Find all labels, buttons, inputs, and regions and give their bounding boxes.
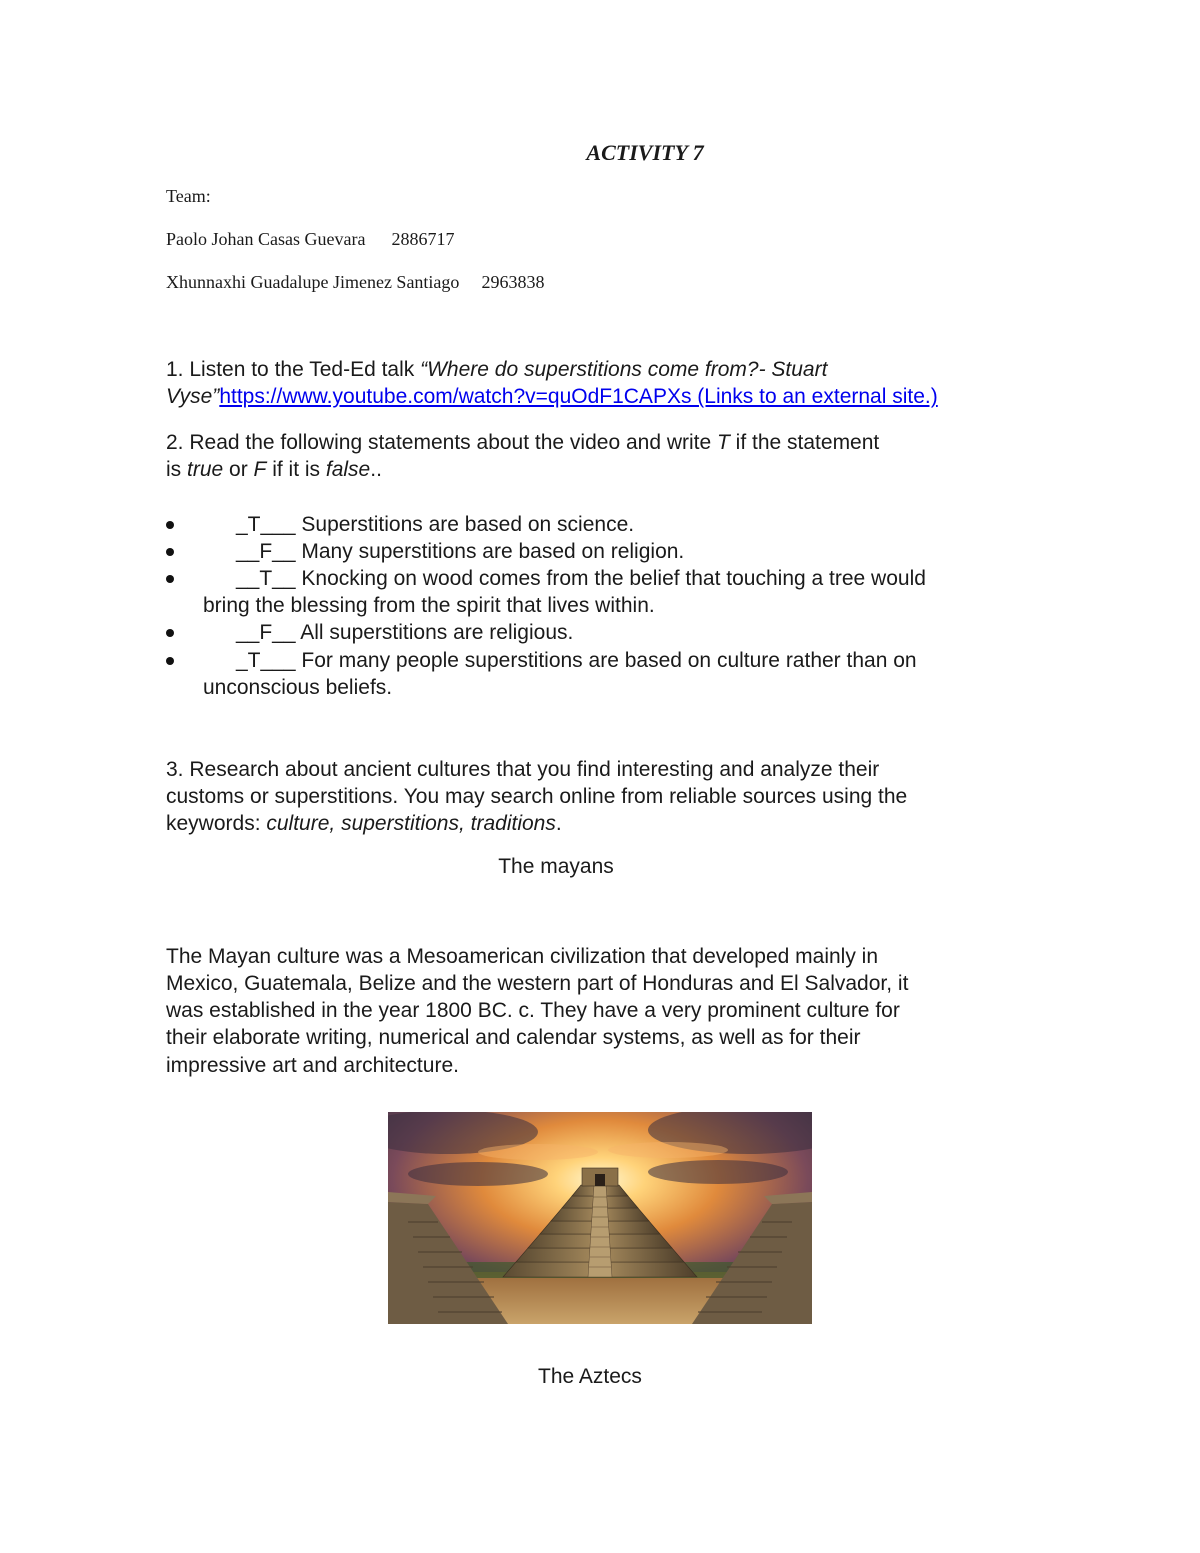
mayan-pyramid-image: [388, 1112, 812, 1324]
team-label: Team:: [166, 186, 211, 206]
question-3-line1: 3. Research about ancient cultures that you find interesting and analyze their: [166, 758, 880, 781]
mayans-text-line: Mexico, Guatemala, Belize and the western part of Honduras and El Salvador, it: [166, 972, 909, 995]
team-member-2: [166, 272, 544, 293]
team-member-1: [166, 229, 454, 250]
member-name: Paolo Johan Casas Guevara: [166, 229, 366, 249]
page-title: ACTIVITY 7: [586, 140, 704, 165]
mayans-heading: The mayans: [498, 855, 614, 878]
member-name: Xhunnaxhi Guadalupe Jimenez Santiago: [166, 272, 460, 292]
bullet-icon: [166, 629, 174, 637]
question-2-line1: 2. Read the following statements about the video and write T if the statement: [166, 431, 880, 454]
talk-title-end: Vyse”: [166, 385, 220, 408]
aztecs-heading: The Aztecs: [538, 1365, 642, 1388]
mayans-text-line: their elaborate writing, numerical and calendar systems, as well as for their: [166, 1026, 861, 1049]
question-3-line3: keywords: culture, superstitions, traditions.: [166, 812, 562, 835]
question-1-line1: [166, 356, 827, 383]
mayans-text-line: was established in the year 1800 BC. c. They have a very prominent culture for: [166, 999, 900, 1022]
bullet-icon: [166, 521, 174, 529]
member-id: 2963838: [481, 272, 545, 292]
mayans-text-line: impressive art and architecture.: [166, 1054, 459, 1077]
question-1-prefix: 1. Listen to the Ted-Ed talk: [166, 358, 421, 381]
talk-title: “Where do superstitions come from?- Stuart: [420, 358, 828, 381]
bullet-icon: [166, 575, 174, 583]
youtube-link[interactable]: https://www.youtube.com/watch?v=quOdF1CAPXs (Links to an external site.): [219, 385, 938, 408]
member-id: 2886717: [391, 229, 455, 249]
question-2-line2: is true or F if it is false..: [166, 458, 382, 481]
mayans-text-line: The Mayan culture was a Mesoamerican civilization that developed mainly in: [166, 945, 879, 968]
bullet-icon: [166, 657, 174, 665]
bullet-icon: [166, 548, 174, 556]
question-1-line2: [166, 383, 938, 410]
question-3-line2: customs or superstitions. You may search online from reliable sources using the: [166, 785, 908, 808]
